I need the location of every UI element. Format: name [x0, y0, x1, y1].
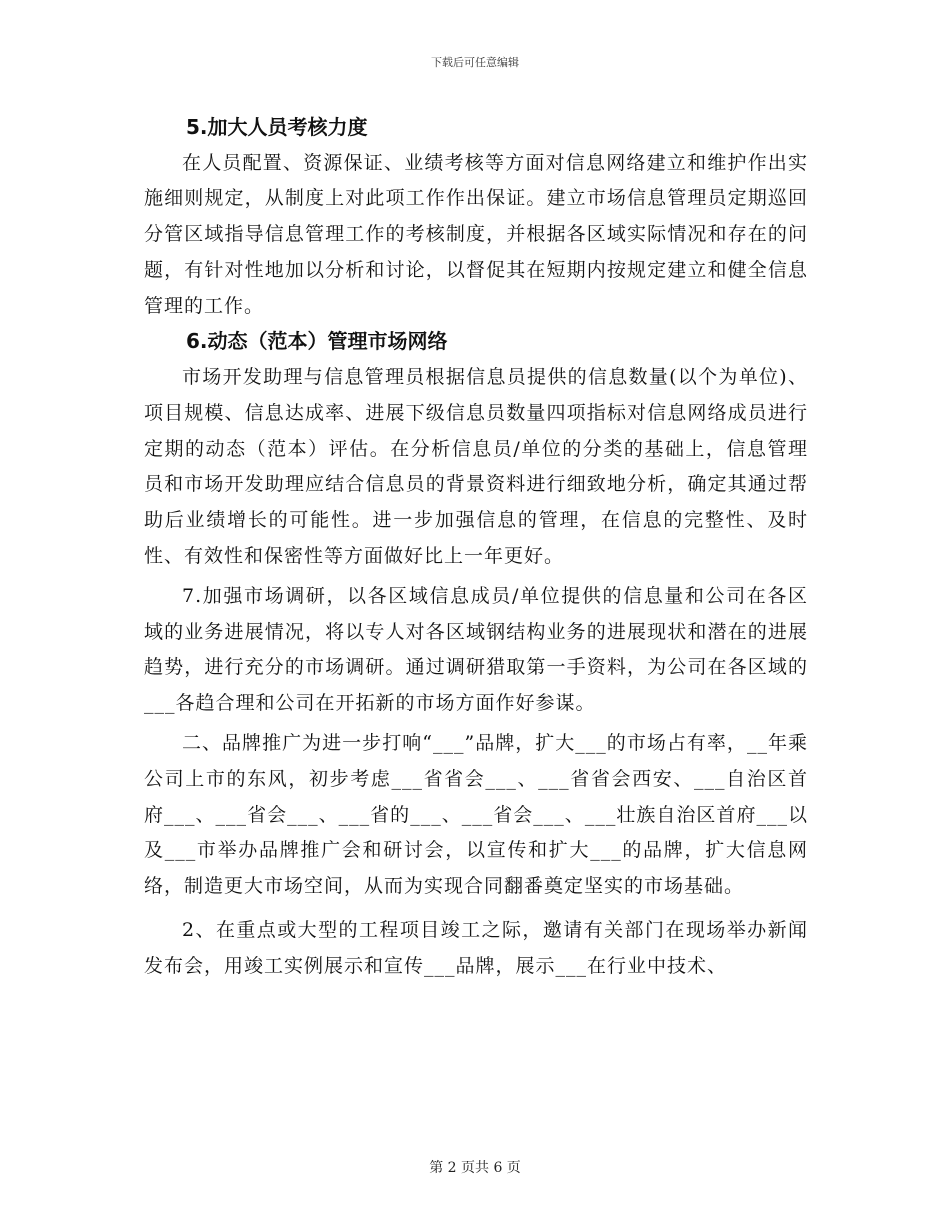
document-body: [144, 110, 808, 985]
page-footer: 第 2 页共 6 页: [429, 1160, 521, 1176]
section-5-heading: 5.加大人员考核力度: [186, 115, 368, 139]
section-5-paragraph: 在人员配置、资源保证、业绩考核等方面对信息网络建立和维护作出实施细则规定，从制度上对此项工作作出保证。建立市场信息管理员定期巡回分管区域指导信息管理工作的考核制度，并根据各区域实际情况和存在的问题，有针对性地加以分析和讨论，以督促其在短期内按规定建立和健全信息管理的工作。: [144, 151, 808, 317]
page-header: 下载后可任意编辑: [431, 56, 519, 69]
item-2-paragraph: 2、在重点或大型的工程项目竣工之际，邀请有关部门在现场举办新闻发布会，用竣工实例展示和宣传___品牌，展示___在行业中技术、: [144, 918, 808, 977]
brand-promotion-paragraph: 二、品牌推广为进一步打响“___”品牌，扩大___的市场占有率，__年乘公司上市的东风，初步考虑___省省会___、___省省会西安、___自治区首府___、___省会___、___省的___、___省会___、___壮族自治区首府___以及___市举办品牌推广会和研讨会，以宣传和扩大___的品牌，扩大信息网络，制造更大市场空间，从而为实现合同翻番奠定坚实的市场基础。: [144, 731, 808, 898]
section-6-paragraph: 市场开发助理与信息管理员根据信息员提供的信息数量(以个为单位)、项目规模、信息达成率、进展下级信息员数量四项指标对信息网络成员进行定期的动态（范本）评估。在分析信息员/单位的分类的基础上，信息管理员和市场开发助理应结合信息员的背景资料进行细致地分析，确定其通过帮助后业绩增长的可能性。进一步加强信息的管理，在信息的完整性、及时性、有效性和保密性等方面做好比上一年更好。: [144, 365, 808, 567]
section-7-paragraph: 7.加强市场调研，以各区域信息成员/单位提供的信息量和公司在各区域的业务进展情况，将以专人对各区域钢结构业务的进展现状和潜在的进展趋势，进行充分的市场调研。通过调研猎取第一手资料，为公司在各区域的___各趋合理和公司在开拓新的市场方面作好参谋。: [144, 584, 808, 715]
section-6-heading: 6.动态（范本）管理市场网络: [186, 329, 448, 354]
